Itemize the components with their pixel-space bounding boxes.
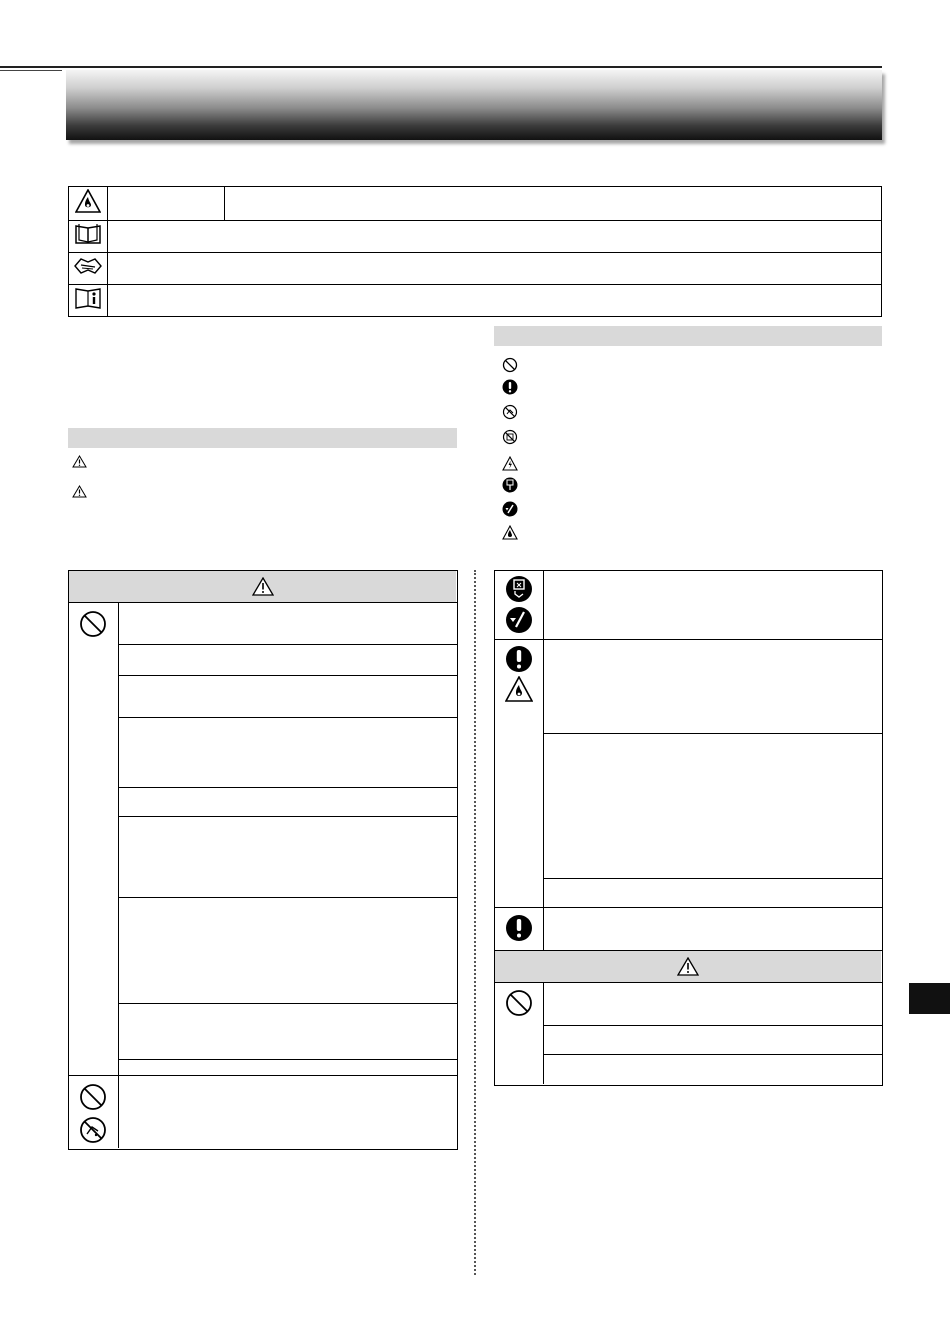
right-section-header	[494, 326, 882, 346]
symbol-row-flammable	[69, 187, 108, 221]
symbol-table	[68, 186, 882, 317]
no-water-icon-large	[79, 1116, 107, 1144]
caution-triangle-icon	[72, 485, 87, 498]
top-rule	[0, 66, 882, 68]
caution-header-right	[495, 951, 881, 982]
electric-shock-icon	[502, 456, 518, 471]
manual-icon	[74, 223, 102, 245]
flammable-small-icon	[502, 525, 518, 540]
prohibited-icon-large-2	[79, 1083, 107, 1111]
column-separator	[474, 570, 476, 1275]
exclamation-icon-large-2	[505, 914, 533, 942]
flammable-warning-icon	[75, 189, 101, 213]
service-manual-icon	[73, 256, 103, 276]
exclamation-icon-large	[505, 645, 533, 673]
unplug-icon-large	[505, 575, 533, 603]
warning-header-left	[69, 571, 456, 602]
warning-triangle-icon	[72, 455, 87, 468]
prohibited-icon-large	[79, 610, 107, 638]
warning-header-icon	[252, 577, 274, 596]
no-water-icon	[502, 404, 518, 420]
warning-table-right	[494, 570, 883, 1086]
warning-table-left	[68, 570, 458, 1150]
no-wet-hands-icon	[502, 429, 518, 445]
ground-icon-large	[505, 606, 533, 634]
flammable-warning-icon-large	[505, 676, 533, 702]
prohibited-icon	[502, 357, 518, 373]
symbol-desc-cell	[225, 187, 882, 221]
symbol-label-cell	[108, 187, 225, 221]
prohibited-icon-large-3	[505, 989, 533, 1017]
info-manual-icon	[74, 286, 102, 310]
ground-icon	[502, 501, 518, 517]
exclamation-icon	[502, 379, 518, 395]
chapter-tab	[909, 983, 950, 1014]
unplug-icon	[502, 477, 518, 493]
left-section-header	[68, 428, 457, 448]
title-banner	[66, 70, 882, 140]
top-rule-left	[0, 70, 62, 71]
caution-header-icon	[677, 957, 699, 976]
